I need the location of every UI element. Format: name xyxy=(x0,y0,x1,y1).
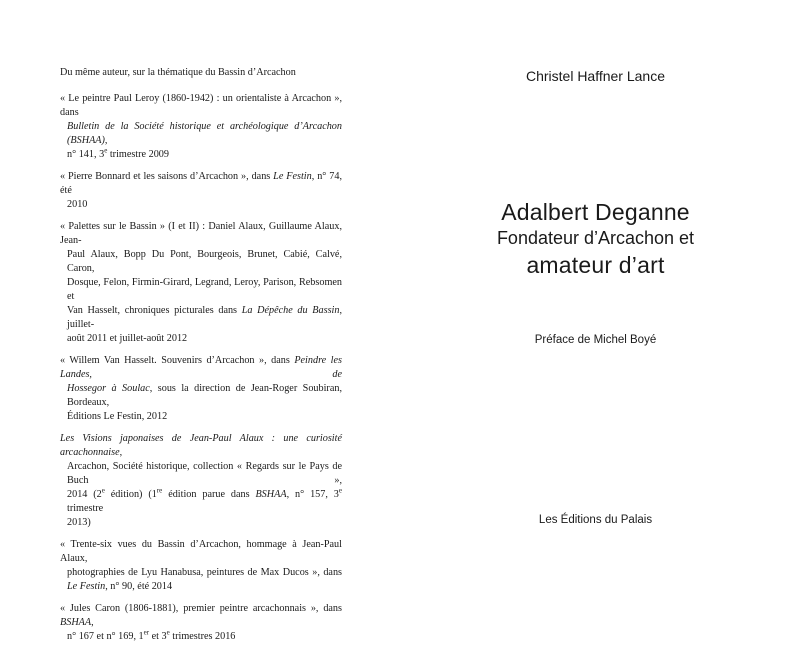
left-page xyxy=(0,0,397,642)
entry-text: , xyxy=(91,617,94,628)
italic-text: Les Visions japonaises de Jean-Paul Alaux : une curiosité arcachonnaise xyxy=(60,433,342,458)
bibliography-entry xyxy=(60,170,342,212)
bibliography-list xyxy=(60,92,342,652)
entry-text: « Palettes sur le Bassin » (I et II) : Daniel Alaux, Guillaume Alaux, Jean- xyxy=(60,221,342,246)
entry-text: , n° 90, été 2014 xyxy=(105,581,173,592)
preface-credit: Préface de Michel Boyé xyxy=(534,334,657,346)
superscript-text: e xyxy=(338,486,342,495)
italic-text: Le Festin xyxy=(273,171,312,182)
entry-text: , n° 74, été xyxy=(60,171,342,196)
entry-text: Dosque, Felon, Firmin-Girard, Legrand, Leroy, Parison, Rebsomen et xyxy=(67,277,342,302)
italic-text: Peindre les Landes, de xyxy=(60,355,342,380)
entry-text: « Pierre Bonnard et les saisons d’Arcachon », dans xyxy=(60,171,274,182)
bibliography-line xyxy=(60,538,342,566)
entry-text: Paul Alaux, Bopp Du Pont, Bourgeois, Brunet, Cabié, Calvé, Caron, xyxy=(67,249,342,274)
entry-text: Éditions Le Festin, 2012 xyxy=(67,411,168,422)
bibliography-line xyxy=(60,580,342,594)
entry-text: trimestre xyxy=(67,503,104,514)
entry-text: 2014 (2 xyxy=(67,489,102,500)
superscript-text: re xyxy=(156,486,163,495)
bibliography-entry xyxy=(60,92,342,162)
entry-text: « Jules Caron (1806-1881), premier peintre arcachonnais », dans xyxy=(60,603,342,614)
entry-text: photographies de Lyu Hanabusa, peintures de Max Ducos », dans xyxy=(67,567,342,578)
title-line-2: Fondateur d’Arcachon et xyxy=(496,228,695,248)
bibliography-line xyxy=(60,516,342,530)
entry-text: , n° 157, 3 xyxy=(286,489,339,500)
entry-text: n° 141, 3 xyxy=(67,149,105,160)
bibliography-line xyxy=(60,248,342,276)
title-line-1: Adalbert Deganne xyxy=(501,199,690,225)
entry-text: Arcachon, Société historique, collection « Regards sur le Pays de Buch », xyxy=(67,461,342,486)
entry-text: 2013) xyxy=(67,517,91,528)
bibliography-line xyxy=(60,488,342,516)
bibliography-line xyxy=(60,432,342,460)
superscript-text: e xyxy=(166,628,170,637)
bibliography-entry xyxy=(60,602,342,644)
superscript-text: er xyxy=(143,628,150,637)
italic-text: Hossegor à Soulac xyxy=(67,383,150,394)
bibliography-line xyxy=(60,220,342,248)
bibliography-line xyxy=(60,566,342,580)
bibliography-line xyxy=(60,120,342,148)
entry-text: , xyxy=(119,447,123,458)
entry-text: 2010 xyxy=(67,199,88,210)
bibliography-line xyxy=(60,92,342,120)
right-page xyxy=(397,0,794,595)
bibliography-line xyxy=(60,354,342,382)
entry-text: édition) (1 xyxy=(104,489,157,500)
bibliography-entry xyxy=(60,432,342,530)
superscript-text: e xyxy=(104,146,108,155)
bibliography-line xyxy=(60,410,342,424)
entry-text: , sous la direction de Jean-Roger Soubiran, Bordeaux, xyxy=(67,383,342,408)
bibliography-line xyxy=(60,630,342,644)
italic-text: La Dépêche du Bassin xyxy=(241,305,340,316)
entry-text: trimestres 2016 xyxy=(169,631,236,642)
entry-text: édition parue dans xyxy=(162,489,256,500)
bibliography-line xyxy=(60,602,342,630)
bibliography-line xyxy=(60,170,342,198)
bibliography-entry xyxy=(60,538,342,594)
entry-text: n° 167 et n° 169, 1 xyxy=(67,631,144,642)
book-title xyxy=(397,198,794,280)
italic-text: Bulletin de la Société historique et archéologique d’Arcachon (BSHAA) xyxy=(67,121,342,146)
superscript-text: e xyxy=(101,486,105,495)
entry-text: et 3 xyxy=(149,631,167,642)
entry-text: Van Hasselt, chroniques picturales dans xyxy=(67,305,242,316)
italic-text: BSHAA xyxy=(255,489,287,500)
bibliography-line xyxy=(60,460,342,488)
publisher-name: Les Éditions du Palais xyxy=(538,514,653,526)
bibliography-line xyxy=(60,332,342,346)
author-name: Christel Haffner Lance xyxy=(525,68,666,84)
bibliography-line xyxy=(60,304,342,332)
bibliography-line xyxy=(60,198,342,212)
bibliography-entry xyxy=(60,220,342,346)
italic-text: Le Festin xyxy=(67,581,106,592)
entry-text: « Le peintre Paul Leroy (1860-1942) : un orientaliste à Arcachon », dans xyxy=(60,93,342,118)
entry-text: trimestre 2009 xyxy=(107,149,169,160)
bibliography-line xyxy=(60,276,342,304)
entry-text: août 2011 et juillet-août 2012 xyxy=(67,333,188,344)
bibliography-line xyxy=(60,382,342,410)
bibliography-line xyxy=(60,148,342,162)
entry-text: , xyxy=(104,135,108,146)
entry-text: « Trente-six vues du Bassin d’Arcachon, hommage à Jean-Paul Alaux, xyxy=(60,539,342,564)
italic-text: BSHAA xyxy=(60,617,92,628)
entry-text: « Willem Van Hasselt. Souvenirs d’Arcachon », dans xyxy=(60,355,295,366)
bibliography-entry xyxy=(60,354,342,424)
entry-text: , juillet- xyxy=(67,305,343,330)
bibliography-heading: Du même auteur, sur la thématique du Bassin d’Arcachon xyxy=(60,67,296,78)
title-line-3: amateur d’art xyxy=(526,252,665,278)
